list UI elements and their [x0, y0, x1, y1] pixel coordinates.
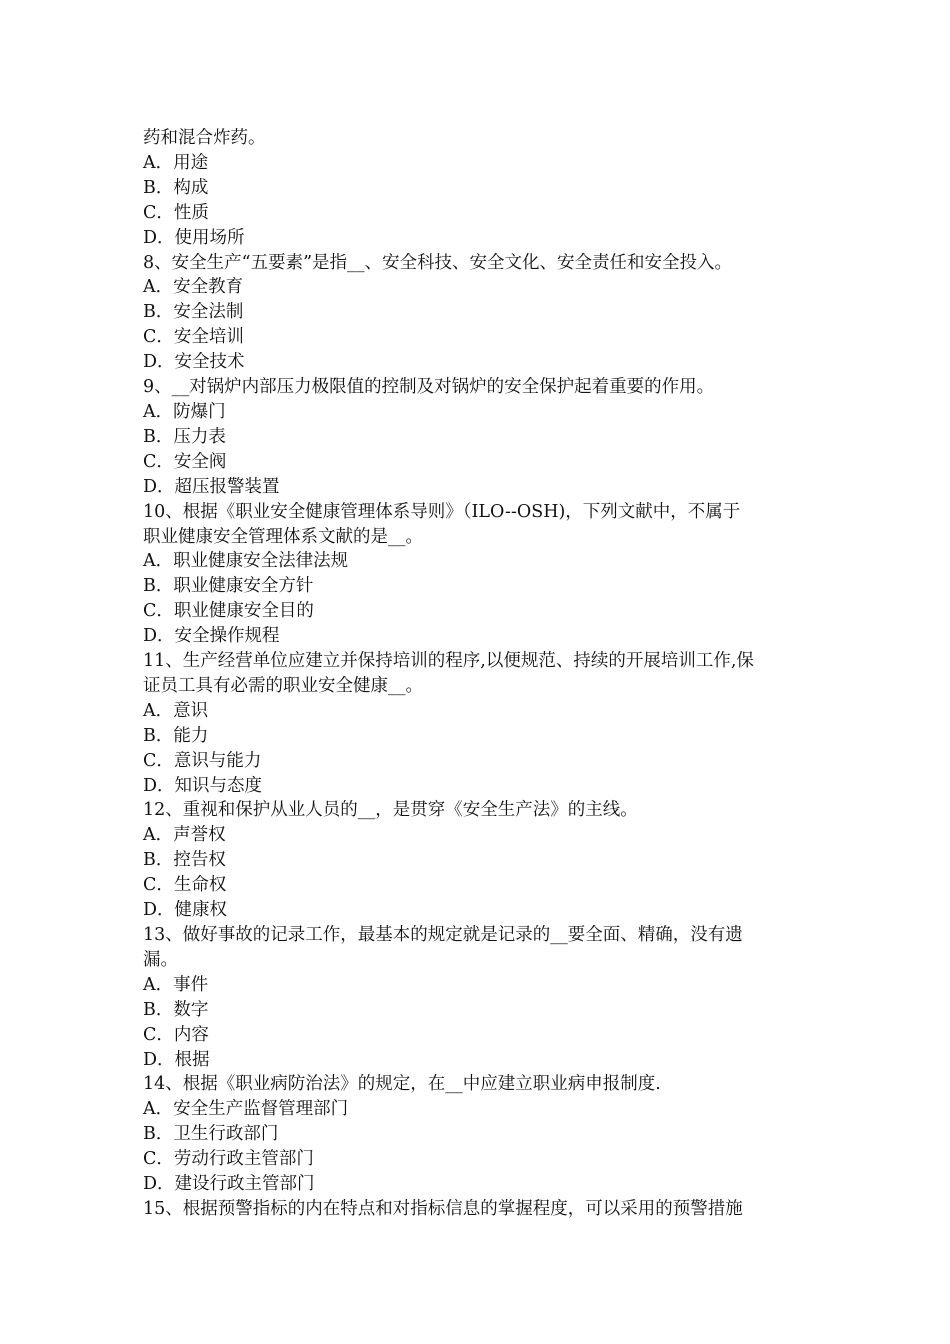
- option-c: C．职业健康安全目的: [143, 601, 314, 622]
- option-d: D．知识与态度: [143, 775, 263, 796]
- question-8: 8、安全生产“五要素”是指__、安全科技、安全文化、安全责任和安全投入。: [143, 252, 733, 273]
- option-b: B．数字: [143, 999, 209, 1020]
- question-13-cont: 漏。: [143, 949, 178, 970]
- option-c: C．安全阀: [143, 451, 227, 472]
- question-11: 11、生产经营单位应建立并保持培训的程序,以便规范、持续的开展培训工作,保: [143, 651, 754, 672]
- option-d: D．健康权: [143, 900, 228, 921]
- question-10: 10、根据《职业安全健康管理体系导则》（ILO--OSH)，下列文献中，不属于: [143, 501, 741, 522]
- question-14: 14、根据《职业病防治法》的规定，在__中应建立职业病申报制度.: [143, 1074, 661, 1095]
- option-c: C．性质: [143, 202, 209, 223]
- option-a: A．用途: [143, 152, 209, 173]
- question-12: 12、重视和保护从业人员的__，是贯穿《安全生产法》的主线。: [143, 800, 638, 821]
- option-b: B．能力: [143, 725, 209, 746]
- question-15: 15、根据预警指标的内在特点和对指标信息的掌握程度，可以采用的预警措施: [143, 1198, 743, 1219]
- question-13: 13、做好事故的记录工作，最基本的规定就是记录的__要全面、精确，没有遗: [143, 925, 743, 945]
- option-d: D．建设行政主管部门: [143, 1174, 315, 1195]
- option-a: A．意识: [143, 700, 209, 721]
- option-b: B．压力表: [143, 426, 226, 447]
- question-10-cont: 职业健康安全管理体系文献的是__。: [143, 526, 423, 547]
- question-11-cont: 证员工具有必需的职业安全健康__。: [143, 675, 423, 696]
- option-b: B．职业健康安全方针: [143, 576, 314, 597]
- question-9: 9、__对锅炉内部压力极限值的控制及对锅炉的安全保护起着重要的作用。: [143, 377, 715, 398]
- option-b: B．控告权: [143, 850, 226, 871]
- option-a: A．防爆门: [143, 401, 226, 422]
- option-c: C．劳动行政主管部门: [143, 1149, 314, 1170]
- option-d: D．安全操作规程: [143, 626, 280, 647]
- option-b: B．安全法制: [143, 302, 244, 323]
- option-d: D．根据: [143, 1049, 210, 1070]
- option-b: B．构成: [143, 177, 209, 198]
- option-a: A．安全生产监督管理部门: [143, 1099, 349, 1120]
- option-d: D．超压报警装置: [143, 476, 280, 497]
- option-a: A．事件: [143, 974, 209, 995]
- option-c: C．生命权: [143, 875, 227, 896]
- document-body: [143, 126, 808, 1222]
- option-c: C．意识与能力: [143, 750, 262, 771]
- option-b: B．卫生行政部门: [143, 1124, 279, 1145]
- option-a: A．安全教育: [143, 277, 244, 298]
- text-line: 药和混合炸药。: [143, 128, 266, 148]
- option-d: D．安全技术: [143, 352, 245, 373]
- option-c: C．安全培训: [143, 327, 244, 348]
- option-a: A．声誉权: [143, 825, 226, 846]
- option-c: C．内容: [143, 1024, 209, 1045]
- option-a: A．职业健康安全法律法规: [143, 551, 349, 572]
- option-d: D．使用场所: [143, 227, 245, 248]
